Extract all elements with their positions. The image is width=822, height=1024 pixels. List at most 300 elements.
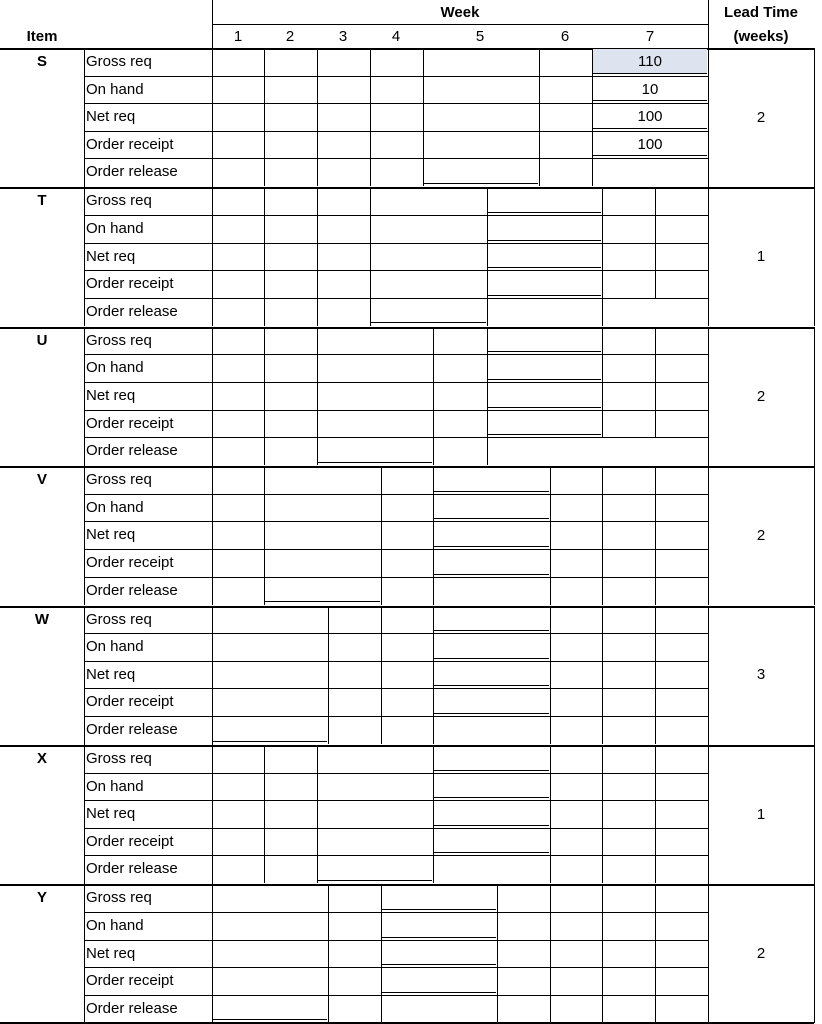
cell-divider	[381, 606, 382, 634]
cell-divider	[708, 967, 709, 995]
cell-divider	[317, 187, 318, 215]
cell-divider	[264, 215, 265, 243]
cell-divider	[433, 855, 434, 883]
row-label: Net req	[86, 108, 136, 126]
label-column-edge	[84, 48, 85, 187]
cell-divider	[264, 437, 265, 465]
answer-underline	[488, 434, 601, 435]
cell-divider	[708, 940, 709, 968]
row-line	[84, 131, 708, 132]
row-line	[84, 828, 708, 829]
cell-divider	[328, 606, 329, 634]
week-grid-edge	[212, 745, 213, 884]
cell-divider	[264, 410, 265, 438]
cell-divider	[381, 549, 382, 577]
cell-divider	[264, 158, 265, 186]
cell-divider	[433, 716, 434, 744]
cell-divider	[602, 410, 603, 438]
row-label: Order receipt	[86, 414, 174, 432]
cell-divider	[487, 354, 488, 382]
week-grid-edge	[212, 606, 213, 745]
cell-divider	[655, 855, 656, 883]
item-code: U	[36, 331, 48, 349]
cell-divider	[655, 884, 656, 912]
row-line	[84, 76, 708, 77]
row-line	[84, 716, 708, 717]
cell-divider	[433, 410, 434, 438]
cell-divider	[328, 912, 329, 940]
cell-divider	[602, 577, 603, 605]
table-right-edge	[814, 606, 815, 745]
item-code: X	[36, 750, 47, 767]
cell-divider	[655, 549, 656, 577]
cell-divider	[423, 158, 424, 186]
week-header: Week	[440, 4, 480, 21]
cell-divider	[708, 828, 709, 856]
cell-divider	[708, 354, 709, 382]
cell-divider	[655, 382, 656, 410]
cell-divider	[708, 606, 709, 634]
cell-divider	[433, 327, 434, 355]
cell-divider	[708, 688, 709, 716]
answer-underline	[434, 713, 549, 714]
cell-divider	[381, 494, 382, 522]
cell-divider	[655, 633, 656, 661]
row-label: On hand	[86, 220, 144, 237]
cell-divider	[433, 800, 434, 828]
cell-divider	[708, 243, 709, 271]
answer-underline	[382, 992, 496, 993]
week-number: 3	[338, 28, 348, 45]
cell-divider	[655, 745, 656, 773]
row-line	[84, 855, 708, 856]
row-label: On hand	[86, 498, 144, 516]
cell-divider	[708, 382, 709, 410]
row-line	[84, 103, 708, 104]
cell-divider	[550, 661, 551, 689]
cell-divider	[602, 521, 603, 549]
cell-divider	[655, 577, 656, 605]
cell-value[interactable]: 110	[638, 53, 662, 70]
cell-divider	[655, 912, 656, 940]
row-line	[84, 494, 708, 495]
cell-divider	[655, 327, 656, 355]
cell-divider	[381, 521, 382, 549]
cell-divider	[550, 884, 551, 912]
lead-time-value: 2	[756, 945, 766, 963]
cell-divider	[317, 243, 318, 271]
cell-divider	[317, 828, 318, 856]
row-line	[84, 354, 708, 355]
cell-divider	[602, 494, 603, 522]
cell-divider	[602, 716, 603, 744]
cell-divider	[433, 549, 434, 577]
label-column-edge	[84, 187, 85, 326]
cell-divider	[655, 716, 656, 744]
cell-value[interactable]: 100	[637, 135, 663, 153]
week-grid-edge	[212, 884, 213, 1023]
cell-divider	[381, 466, 382, 494]
block-separator	[0, 327, 814, 329]
row-label: Order release	[86, 163, 178, 181]
row-line	[84, 577, 708, 578]
row-label: Order release	[86, 302, 178, 320]
cell-divider	[602, 912, 603, 940]
table-right-edge	[814, 48, 815, 187]
cell-divider	[423, 76, 424, 104]
cell-divider	[433, 437, 434, 465]
cell-divider	[539, 48, 540, 76]
week-grid-edge	[212, 327, 213, 466]
answer-underline	[434, 630, 549, 631]
cell-divider	[550, 494, 551, 522]
cell-divider	[381, 577, 382, 605]
cell-divider	[602, 327, 603, 355]
answer-underline	[488, 212, 601, 213]
row-label: On hand	[86, 777, 144, 795]
cell-divider	[708, 494, 709, 522]
answer-underline	[434, 574, 549, 575]
cell-divider	[708, 800, 709, 828]
cell-divider	[602, 884, 603, 912]
table-right-edge	[814, 187, 815, 326]
lead-time-value: 2	[756, 108, 766, 126]
cell-divider	[708, 661, 709, 689]
answer-underline	[488, 379, 601, 380]
cell-divider	[264, 828, 265, 856]
row-label: On hand	[86, 638, 144, 656]
answer-underline	[318, 880, 432, 881]
cell-divider	[328, 995, 329, 1023]
item-code: W	[34, 610, 50, 628]
block-separator	[0, 606, 814, 608]
row-line	[84, 270, 708, 271]
row-line	[84, 995, 708, 996]
answer-underline	[213, 1019, 327, 1020]
cell-divider	[708, 773, 709, 801]
row-line	[84, 437, 708, 438]
cell-divider	[655, 187, 656, 215]
cell-divider	[708, 270, 709, 298]
block-separator	[0, 187, 814, 189]
row-line	[84, 521, 708, 522]
row-line	[84, 549, 708, 550]
header-divider	[708, 0, 709, 48]
cell-divider	[497, 884, 498, 912]
table-right-edge	[814, 466, 815, 605]
row-label: Gross req	[86, 750, 152, 767]
row-label: Net req	[86, 944, 136, 962]
cell-divider	[602, 967, 603, 995]
cell-divider	[655, 995, 656, 1023]
cell-value[interactable]: 100	[637, 108, 663, 126]
cell-divider	[328, 661, 329, 689]
row-label: Order release	[86, 999, 178, 1017]
cell-divider	[317, 270, 318, 298]
answer-underline	[382, 937, 496, 938]
cell-divider	[655, 410, 656, 438]
block-separator	[0, 884, 814, 886]
week-number: 2	[285, 28, 295, 45]
answer-underline	[382, 909, 496, 910]
row-label: Order release	[86, 860, 178, 878]
cell-divider	[655, 940, 656, 968]
cell-divider	[602, 606, 603, 634]
block-separator	[0, 745, 814, 747]
cell-divider	[317, 745, 318, 773]
cell-divider	[487, 437, 488, 465]
cell-divider	[487, 187, 488, 215]
cell-divider	[708, 48, 709, 76]
label-column-edge	[84, 745, 85, 884]
row-label: On hand	[86, 80, 144, 98]
row-line	[84, 688, 708, 689]
cell-divider	[264, 494, 265, 522]
cell-divider	[550, 773, 551, 801]
cell-value[interactable]: 10	[641, 80, 659, 98]
row-label: Net req	[86, 805, 136, 823]
cell-divider	[328, 633, 329, 661]
cell-divider	[487, 382, 488, 410]
cell-divider	[264, 382, 265, 410]
cell-divider	[550, 606, 551, 634]
row-label: On hand	[86, 917, 144, 934]
row-label: Order receipt	[86, 135, 174, 153]
cell-divider	[602, 382, 603, 410]
label-column-edge	[84, 606, 85, 745]
cell-divider	[370, 131, 371, 159]
answer-underline	[434, 797, 549, 798]
cell-divider	[433, 382, 434, 410]
cell-divider	[328, 688, 329, 716]
cell-divider	[381, 688, 382, 716]
row-line	[84, 382, 708, 383]
cell-divider	[708, 466, 709, 494]
row-label: On hand	[86, 359, 144, 377]
cell-divider	[550, 995, 551, 1023]
week-grid-edge	[212, 187, 213, 326]
table-right-edge	[814, 745, 815, 884]
cell-divider	[602, 549, 603, 577]
week-number: 4	[391, 28, 401, 45]
cell-divider	[264, 773, 265, 801]
row-line	[84, 410, 708, 411]
answer-underline	[593, 155, 707, 156]
answer-underline	[488, 267, 601, 268]
cell-divider	[317, 855, 318, 883]
cell-divider	[708, 884, 709, 912]
cell-divider	[708, 437, 709, 465]
row-label: Order receipt	[86, 693, 174, 711]
cell-divider	[317, 327, 318, 355]
cell-divider	[708, 327, 709, 355]
cell-divider	[317, 437, 318, 465]
cell-divider	[381, 661, 382, 689]
table-right-edge	[814, 327, 815, 466]
cell-divider	[381, 633, 382, 661]
cell-divider	[655, 215, 656, 243]
cell-divider	[708, 745, 709, 773]
cell-divider	[497, 940, 498, 968]
answer-underline	[434, 852, 549, 853]
cell-divider	[433, 521, 434, 549]
row-label: Gross req	[86, 331, 152, 349]
answer-underline	[593, 100, 707, 101]
cell-divider	[264, 549, 265, 577]
cell-divider	[550, 940, 551, 968]
lead-time-value: 2	[756, 526, 766, 544]
cell-divider	[550, 828, 551, 856]
cell-divider	[328, 940, 329, 968]
answer-underline	[265, 601, 380, 602]
cell-divider	[655, 466, 656, 494]
cell-divider	[602, 187, 603, 215]
answer-underline	[593, 73, 707, 74]
cell-divider	[317, 215, 318, 243]
item-header: Item	[26, 28, 58, 45]
row-line	[84, 661, 708, 662]
row-label: Order receipt	[86, 275, 174, 293]
answer-underline	[593, 128, 707, 129]
cell-divider	[370, 187, 371, 215]
cell-divider	[602, 466, 603, 494]
cell-divider	[381, 995, 382, 1023]
label-column-edge	[84, 466, 85, 605]
cell-divider	[550, 912, 551, 940]
cell-divider	[708, 995, 709, 1023]
cell-divider	[264, 243, 265, 271]
answer-underline	[434, 658, 549, 659]
cell-divider	[317, 354, 318, 382]
cell-divider	[381, 912, 382, 940]
cell-divider	[550, 855, 551, 883]
row-label: Net req	[86, 526, 136, 544]
answer-underline	[488, 295, 601, 296]
cell-divider	[317, 76, 318, 104]
cell-divider	[655, 828, 656, 856]
cell-divider	[487, 298, 488, 326]
cell-divider	[602, 661, 603, 689]
cell-divider	[264, 48, 265, 76]
cell-divider	[708, 187, 709, 215]
cell-divider	[602, 745, 603, 773]
cell-divider	[264, 800, 265, 828]
answer-underline	[434, 770, 549, 771]
cell-divider	[264, 298, 265, 326]
cell-divider	[655, 270, 656, 298]
cell-divider	[655, 494, 656, 522]
answer-underline	[424, 183, 538, 184]
answer-underline	[318, 462, 432, 463]
lead-time-header: Lead Time	[724, 4, 798, 21]
cell-divider	[423, 131, 424, 159]
cell-divider	[423, 48, 424, 76]
week-grid-edge	[212, 48, 213, 187]
answer-underline	[434, 491, 549, 492]
cell-divider	[433, 577, 434, 605]
cell-divider	[655, 773, 656, 801]
cell-divider	[550, 716, 551, 744]
cell-divider	[708, 131, 709, 159]
answer-underline	[434, 825, 549, 826]
answer-underline	[488, 351, 601, 352]
answer-underline	[213, 741, 327, 742]
table-right-edge	[814, 884, 815, 1023]
cell-divider	[264, 855, 265, 883]
cell-divider	[264, 521, 265, 549]
week-number: 5	[475, 28, 485, 45]
row-label: Gross req	[86, 610, 152, 628]
item-code: S	[36, 53, 47, 70]
week-number: 1	[233, 28, 243, 45]
cell-divider	[655, 967, 656, 995]
cell-divider	[539, 76, 540, 104]
cell-divider	[381, 884, 382, 912]
answer-underline	[434, 518, 549, 519]
cell-divider	[433, 633, 434, 661]
cell-divider	[264, 354, 265, 382]
cell-divider	[550, 688, 551, 716]
cell-divider	[602, 215, 603, 243]
row-label: Order release	[86, 721, 178, 738]
cell-divider	[370, 270, 371, 298]
cell-divider	[497, 912, 498, 940]
cell-divider	[602, 995, 603, 1023]
cell-divider	[708, 855, 709, 883]
row-label: Order receipt	[86, 832, 174, 850]
lead-time-unit-header: (weeks)	[733, 28, 789, 45]
row-line	[84, 633, 708, 634]
cell-divider	[708, 76, 709, 104]
row-label: Order release	[86, 581, 178, 599]
week-header-rule	[212, 24, 708, 25]
answer-underline	[488, 240, 601, 241]
cell-divider	[264, 76, 265, 104]
cell-divider	[550, 745, 551, 773]
cell-divider	[602, 243, 603, 271]
cell-divider	[708, 549, 709, 577]
label-column-edge	[84, 327, 85, 466]
cell-divider	[708, 716, 709, 744]
cell-divider	[370, 76, 371, 104]
row-label: Order receipt	[86, 972, 174, 990]
row-label: Gross req	[86, 889, 152, 907]
cell-divider	[708, 912, 709, 940]
cell-divider	[264, 187, 265, 215]
lead-time-value: 1	[756, 248, 766, 266]
header-divider	[212, 0, 213, 48]
cell-divider	[381, 716, 382, 744]
item-code: V	[36, 471, 47, 489]
cell-divider	[317, 800, 318, 828]
row-label: Order receipt	[86, 554, 174, 571]
item-code: Y	[36, 889, 47, 907]
lead-time-value: 3	[756, 666, 766, 684]
cell-divider	[317, 410, 318, 438]
lead-time-value: 1	[756, 805, 766, 823]
cell-divider	[708, 298, 709, 326]
cell-divider	[602, 828, 603, 856]
lead-time-value: 2	[756, 387, 766, 405]
cell-divider	[264, 745, 265, 773]
cell-divider	[708, 521, 709, 549]
cell-divider	[655, 688, 656, 716]
cell-divider	[370, 158, 371, 186]
cell-divider	[433, 745, 434, 773]
week-grid-edge	[212, 466, 213, 605]
cell-divider	[317, 48, 318, 76]
row-label: Gross req	[86, 53, 152, 70]
